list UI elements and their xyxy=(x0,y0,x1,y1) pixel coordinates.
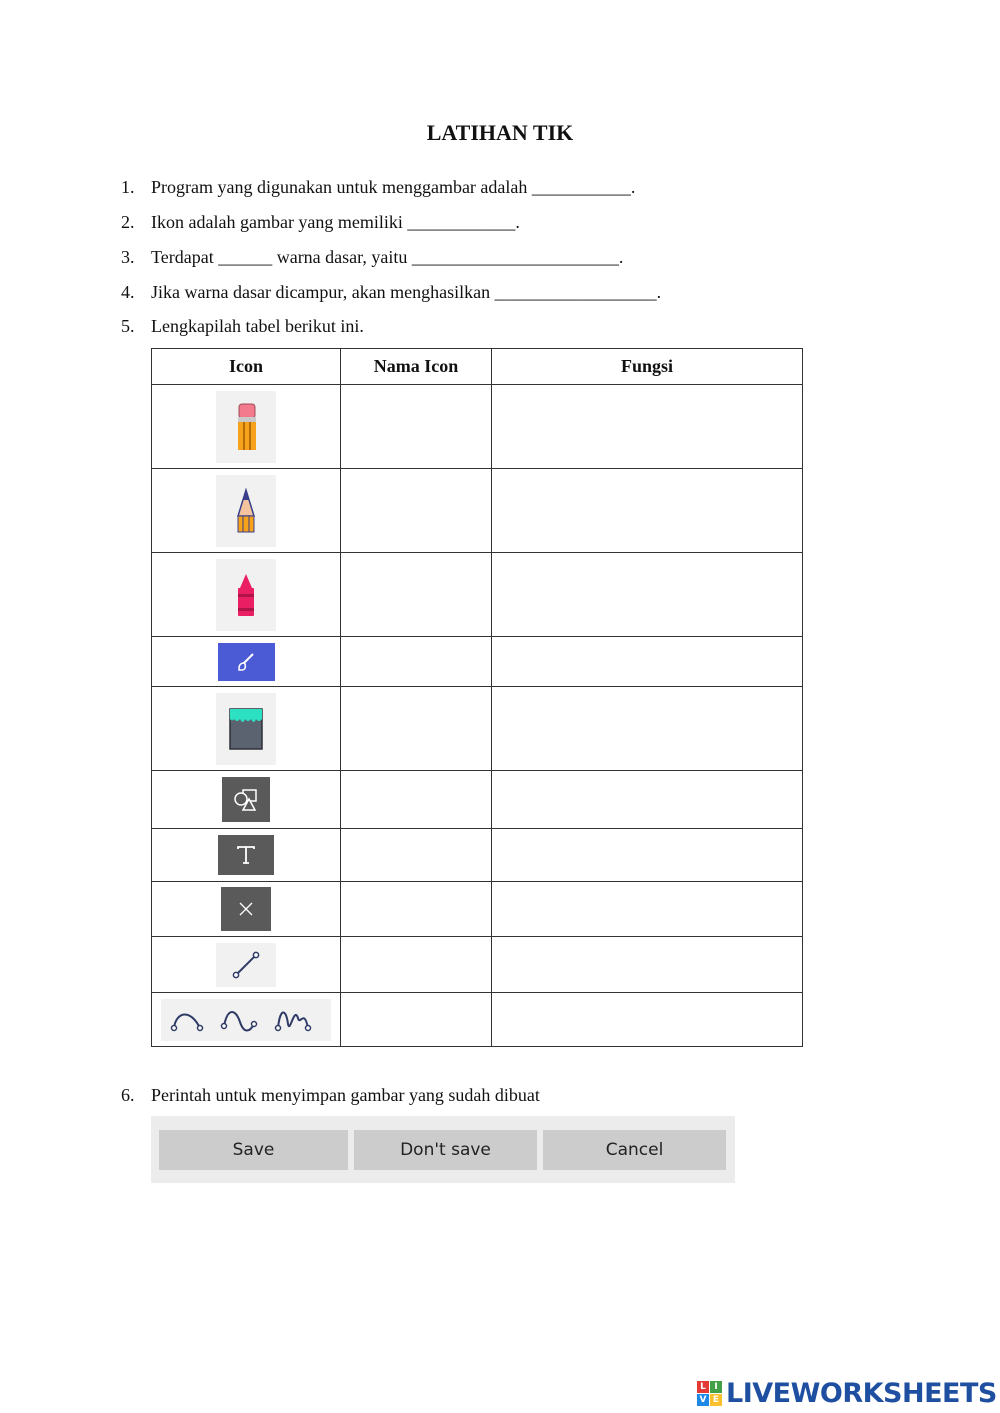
icon-cell xyxy=(152,637,341,687)
question-number: 2. xyxy=(121,212,135,232)
question-3 xyxy=(121,246,623,268)
crayon-icon xyxy=(216,559,276,631)
icon-cell xyxy=(152,993,341,1047)
icon-cell xyxy=(152,687,341,771)
header-fungsi: Fungsi xyxy=(492,349,803,385)
icon-table xyxy=(151,348,803,1047)
nama-icon-answer-cell[interactable] xyxy=(341,993,492,1047)
question-number: 6. xyxy=(121,1085,135,1105)
dont-save-button[interactable]: Don't save xyxy=(354,1130,537,1170)
curve-icon xyxy=(161,999,331,1041)
table-row xyxy=(152,882,803,937)
icon-cell xyxy=(152,771,341,829)
question-5 xyxy=(121,315,364,337)
table-row xyxy=(152,553,803,637)
cancel-button[interactable]: Cancel xyxy=(543,1130,726,1170)
table-row xyxy=(152,385,803,469)
liveworksheets-badge-icon: L I V E xyxy=(697,1381,722,1406)
table-row xyxy=(152,687,803,771)
save-dialog xyxy=(151,1116,735,1183)
icon-cell xyxy=(152,882,341,937)
question-text: Ikon adalah gambar yang memiliki ____________. xyxy=(151,212,520,232)
line-icon xyxy=(216,943,276,987)
nama-icon-answer-cell[interactable] xyxy=(341,687,492,771)
question-text: Lengkapilah tabel berikut ini. xyxy=(151,316,364,336)
question-number: 3. xyxy=(121,247,135,267)
pencil-icon xyxy=(216,475,276,547)
header-nama-icon: Nama Icon xyxy=(341,349,492,385)
fungsi-answer-cell[interactable] xyxy=(492,882,803,937)
nama-icon-answer-cell[interactable] xyxy=(341,553,492,637)
fungsi-answer-cell[interactable] xyxy=(492,829,803,882)
fungsi-answer-cell[interactable] xyxy=(492,469,803,553)
question-number: 1. xyxy=(121,177,135,197)
question-text: Terdapat ______ warna dasar, yaitu _______________________. xyxy=(151,247,624,267)
question-text: Jika warna dasar dicampur, akan menghasilkan __________________. xyxy=(151,282,662,302)
nama-icon-answer-cell[interactable] xyxy=(341,829,492,882)
nama-icon-answer-cell[interactable] xyxy=(341,385,492,469)
nama-icon-answer-cell[interactable] xyxy=(341,937,492,993)
page-title: LATIHAN TIK xyxy=(426,120,574,145)
fungsi-answer-cell[interactable] xyxy=(492,687,803,771)
table-row xyxy=(152,993,803,1047)
icon-cell xyxy=(152,385,341,469)
table-row xyxy=(152,829,803,882)
liveworksheets-logo xyxy=(697,1378,997,1408)
question-6 xyxy=(121,1084,540,1106)
pencil-eraser-icon xyxy=(216,391,276,463)
nama-icon-answer-cell[interactable] xyxy=(341,882,492,937)
nama-icon-answer-cell[interactable] xyxy=(341,771,492,829)
header-icon: Icon xyxy=(152,349,341,385)
fungsi-answer-cell[interactable] xyxy=(492,637,803,687)
icon-cell xyxy=(152,553,341,637)
save-button[interactable]: Save xyxy=(159,1130,348,1170)
question-4 xyxy=(121,281,661,303)
fungsi-answer-cell[interactable] xyxy=(492,771,803,829)
question-text: Program yang digunakan untuk menggambar adalah ___________. xyxy=(151,177,636,197)
close-icon xyxy=(221,887,271,931)
shapes-icon xyxy=(222,777,270,822)
nama-icon-answer-cell[interactable] xyxy=(341,469,492,553)
text-icon xyxy=(218,835,274,875)
table-row xyxy=(152,771,803,829)
icon-cell xyxy=(152,829,341,882)
fungsi-answer-cell[interactable] xyxy=(492,993,803,1047)
table-row xyxy=(152,937,803,993)
fill-bucket-icon xyxy=(216,693,276,765)
paint-brush-icon xyxy=(218,643,275,681)
question-number: 5. xyxy=(121,316,135,336)
table-row xyxy=(152,637,803,687)
nama-icon-answer-cell[interactable] xyxy=(341,637,492,687)
question-text: Perintah untuk menyimpan gambar yang sudah dibuat xyxy=(151,1085,540,1105)
icon-cell xyxy=(152,937,341,993)
logo-text: LIVEWORKSHEETS xyxy=(726,1377,997,1409)
table-header-row xyxy=(152,349,803,385)
icon-cell xyxy=(152,469,341,553)
question-2 xyxy=(121,211,520,233)
question-1 xyxy=(121,176,635,198)
fungsi-answer-cell[interactable] xyxy=(492,937,803,993)
fungsi-answer-cell[interactable] xyxy=(492,553,803,637)
table-row xyxy=(152,469,803,553)
question-number: 4. xyxy=(121,282,135,302)
fungsi-answer-cell[interactable] xyxy=(492,385,803,469)
